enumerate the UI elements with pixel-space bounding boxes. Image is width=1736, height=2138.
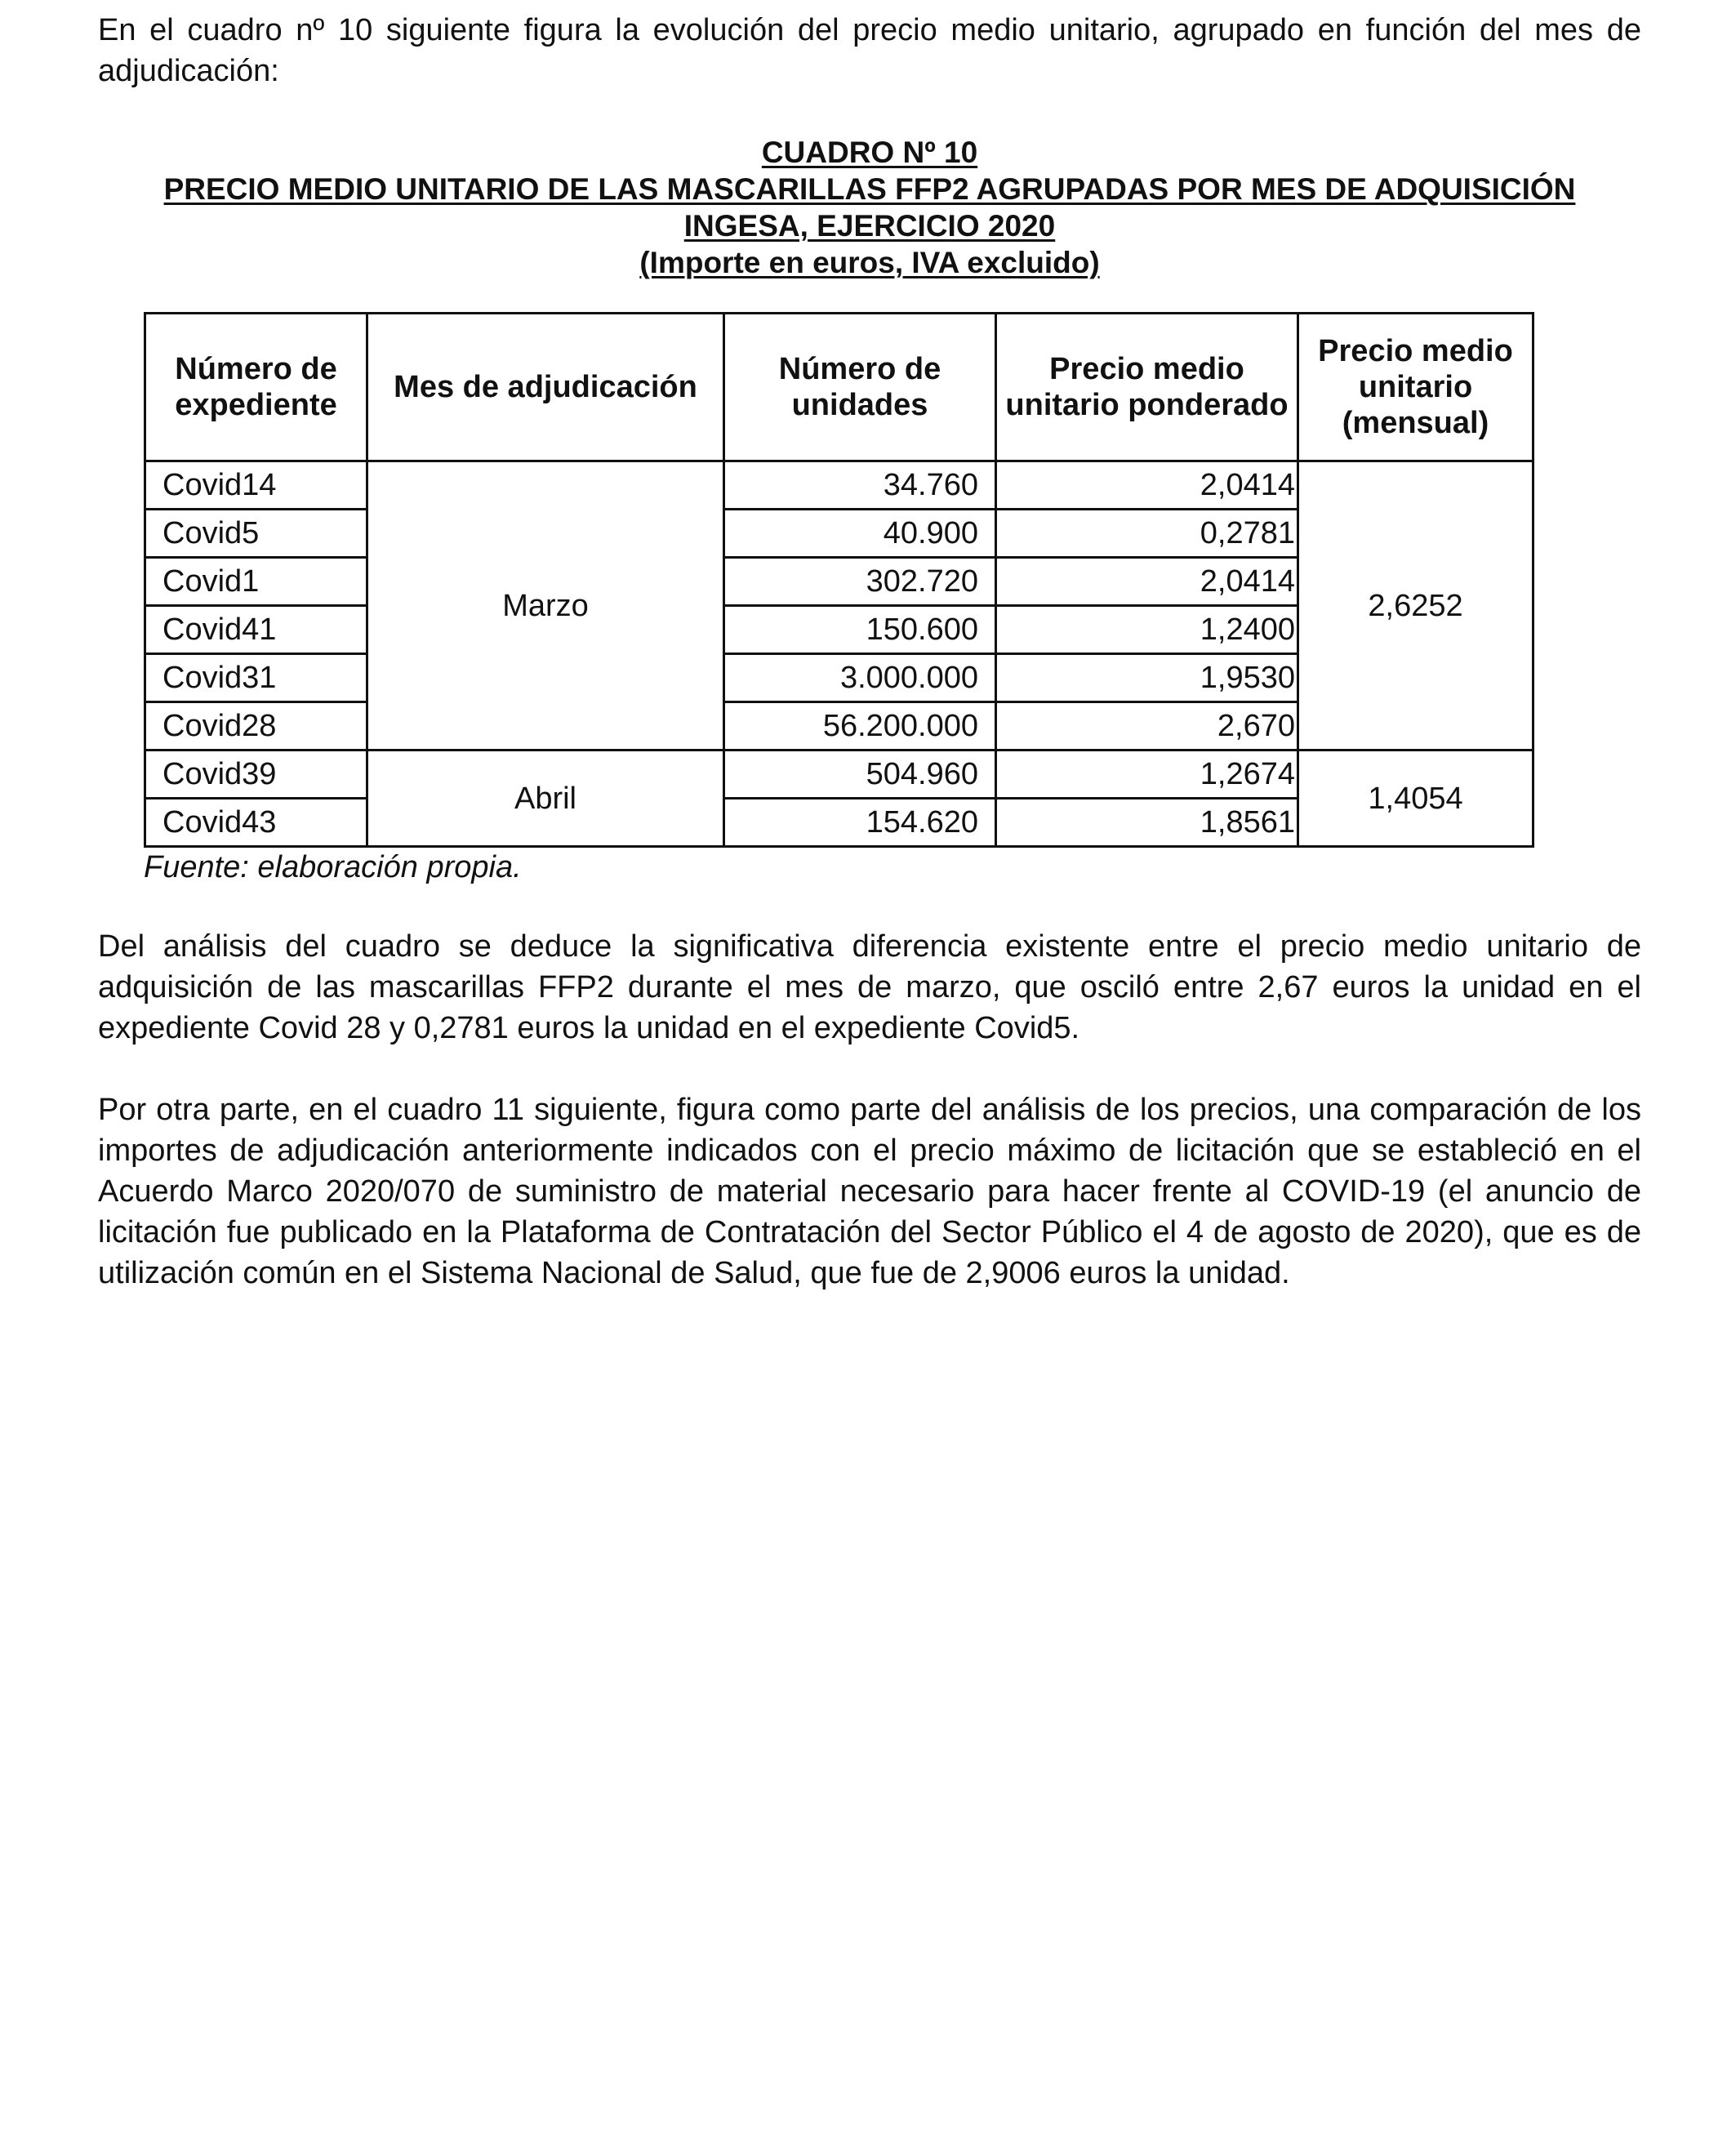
month-cell: Marzo: [367, 461, 724, 751]
units-cell: 154.620: [724, 799, 996, 847]
expediente-cell: Covid41: [145, 606, 367, 654]
monthly-avg-cell: 2,6252: [1298, 461, 1533, 751]
table-title: [98, 134, 1641, 281]
units-cell: 3.000.000: [724, 654, 996, 702]
title-line-1: CUADRO Nº 10: [761, 136, 978, 169]
table-row: [145, 751, 1533, 799]
price-cell: 0,2781: [996, 510, 1298, 558]
monthly-avg-cell: 1,4054: [1298, 751, 1533, 847]
header-mes: Mes de adjudicación: [367, 314, 724, 461]
price-cell: 1,9530: [996, 654, 1298, 702]
header-unidades: Número de unidades: [724, 314, 996, 461]
document-page: [98, 10, 1641, 1294]
price-table: [144, 312, 1534, 848]
expediente-cell: Covid14: [145, 461, 367, 510]
price-cell: 1,2674: [996, 751, 1298, 799]
units-cell: 34.760: [724, 461, 996, 510]
expediente-cell: Covid39: [145, 751, 367, 799]
expediente-cell: Covid31: [145, 654, 367, 702]
expediente-cell: Covid28: [145, 702, 367, 751]
source-note: Fuente: elaboración propia.: [144, 850, 522, 884]
expediente-cell: Covid43: [145, 799, 367, 847]
units-cell: 504.960: [724, 751, 996, 799]
table-row: [145, 461, 1533, 510]
price-cell: 2,670: [996, 702, 1298, 751]
expediente-cell: Covid1: [145, 558, 367, 606]
expediente-cell: Covid5: [145, 510, 367, 558]
header-expediente: Número de expediente: [145, 314, 367, 461]
price-cell: 2,0414: [996, 461, 1298, 510]
title-line-2: PRECIO MEDIO UNITARIO DE LAS MASCARILLAS FFP2 AGRUPADAS POR MES DE ADQUISICIÓN: [163, 172, 1576, 206]
price-cell: 1,8561: [996, 799, 1298, 847]
title-line-3: INGESA, EJERCICIO 2020: [683, 209, 1056, 243]
table-header-row: [145, 314, 1533, 461]
header-mensual: Precio medio unitario (mensual): [1298, 314, 1533, 461]
header-ponderado: Precio medio unitario ponderado: [996, 314, 1298, 461]
title-line-4: (Importe en euros, IVA excluido): [639, 246, 1100, 279]
units-cell: 40.900: [724, 510, 996, 558]
units-cell: 56.200.000: [724, 702, 996, 751]
month-cell: Abril: [367, 751, 724, 847]
units-cell: 302.720: [724, 558, 996, 606]
units-cell: 150.600: [724, 606, 996, 654]
table-container: [144, 312, 1532, 848]
intro-paragraph: En el cuadro nº 10 siguiente figura la evolución del precio medio unitario, agrupado en función del mes de adjudicación:: [98, 13, 1641, 88]
analysis-paragraph: Del análisis del cuadro se deduce la significativa diferencia existente entre el precio medio unitario de adquisición de las mascarillas FFP2 durante el mes de marzo, que osciló entre 2,67 euros la unidad en el expediente Covid 28 y 0,2781 euros la unidad en el expediente Covid5.: [98, 929, 1641, 1045]
price-cell: 1,2400: [996, 606, 1298, 654]
price-cell: 2,0414: [996, 558, 1298, 606]
comparison-paragraph: Por otra parte, en el cuadro 11 siguiente, figura como parte del análisis de los precios, una comparación de los importes de adjudicación anteriormente indicados con el precio máximo de licitación que se estableció en el Acuerdo Marco 2020/070 de suministro de material necesario para hacer frente al COVID-19 (el anuncio de licitación fue publicado en la Plataforma de Contratación del Sector Público el 4 de agosto de 2020), que es de utilización común en el Sistema Nacional de Salud, que fue de 2,9006 euros la unidad.: [98, 1093, 1641, 1290]
